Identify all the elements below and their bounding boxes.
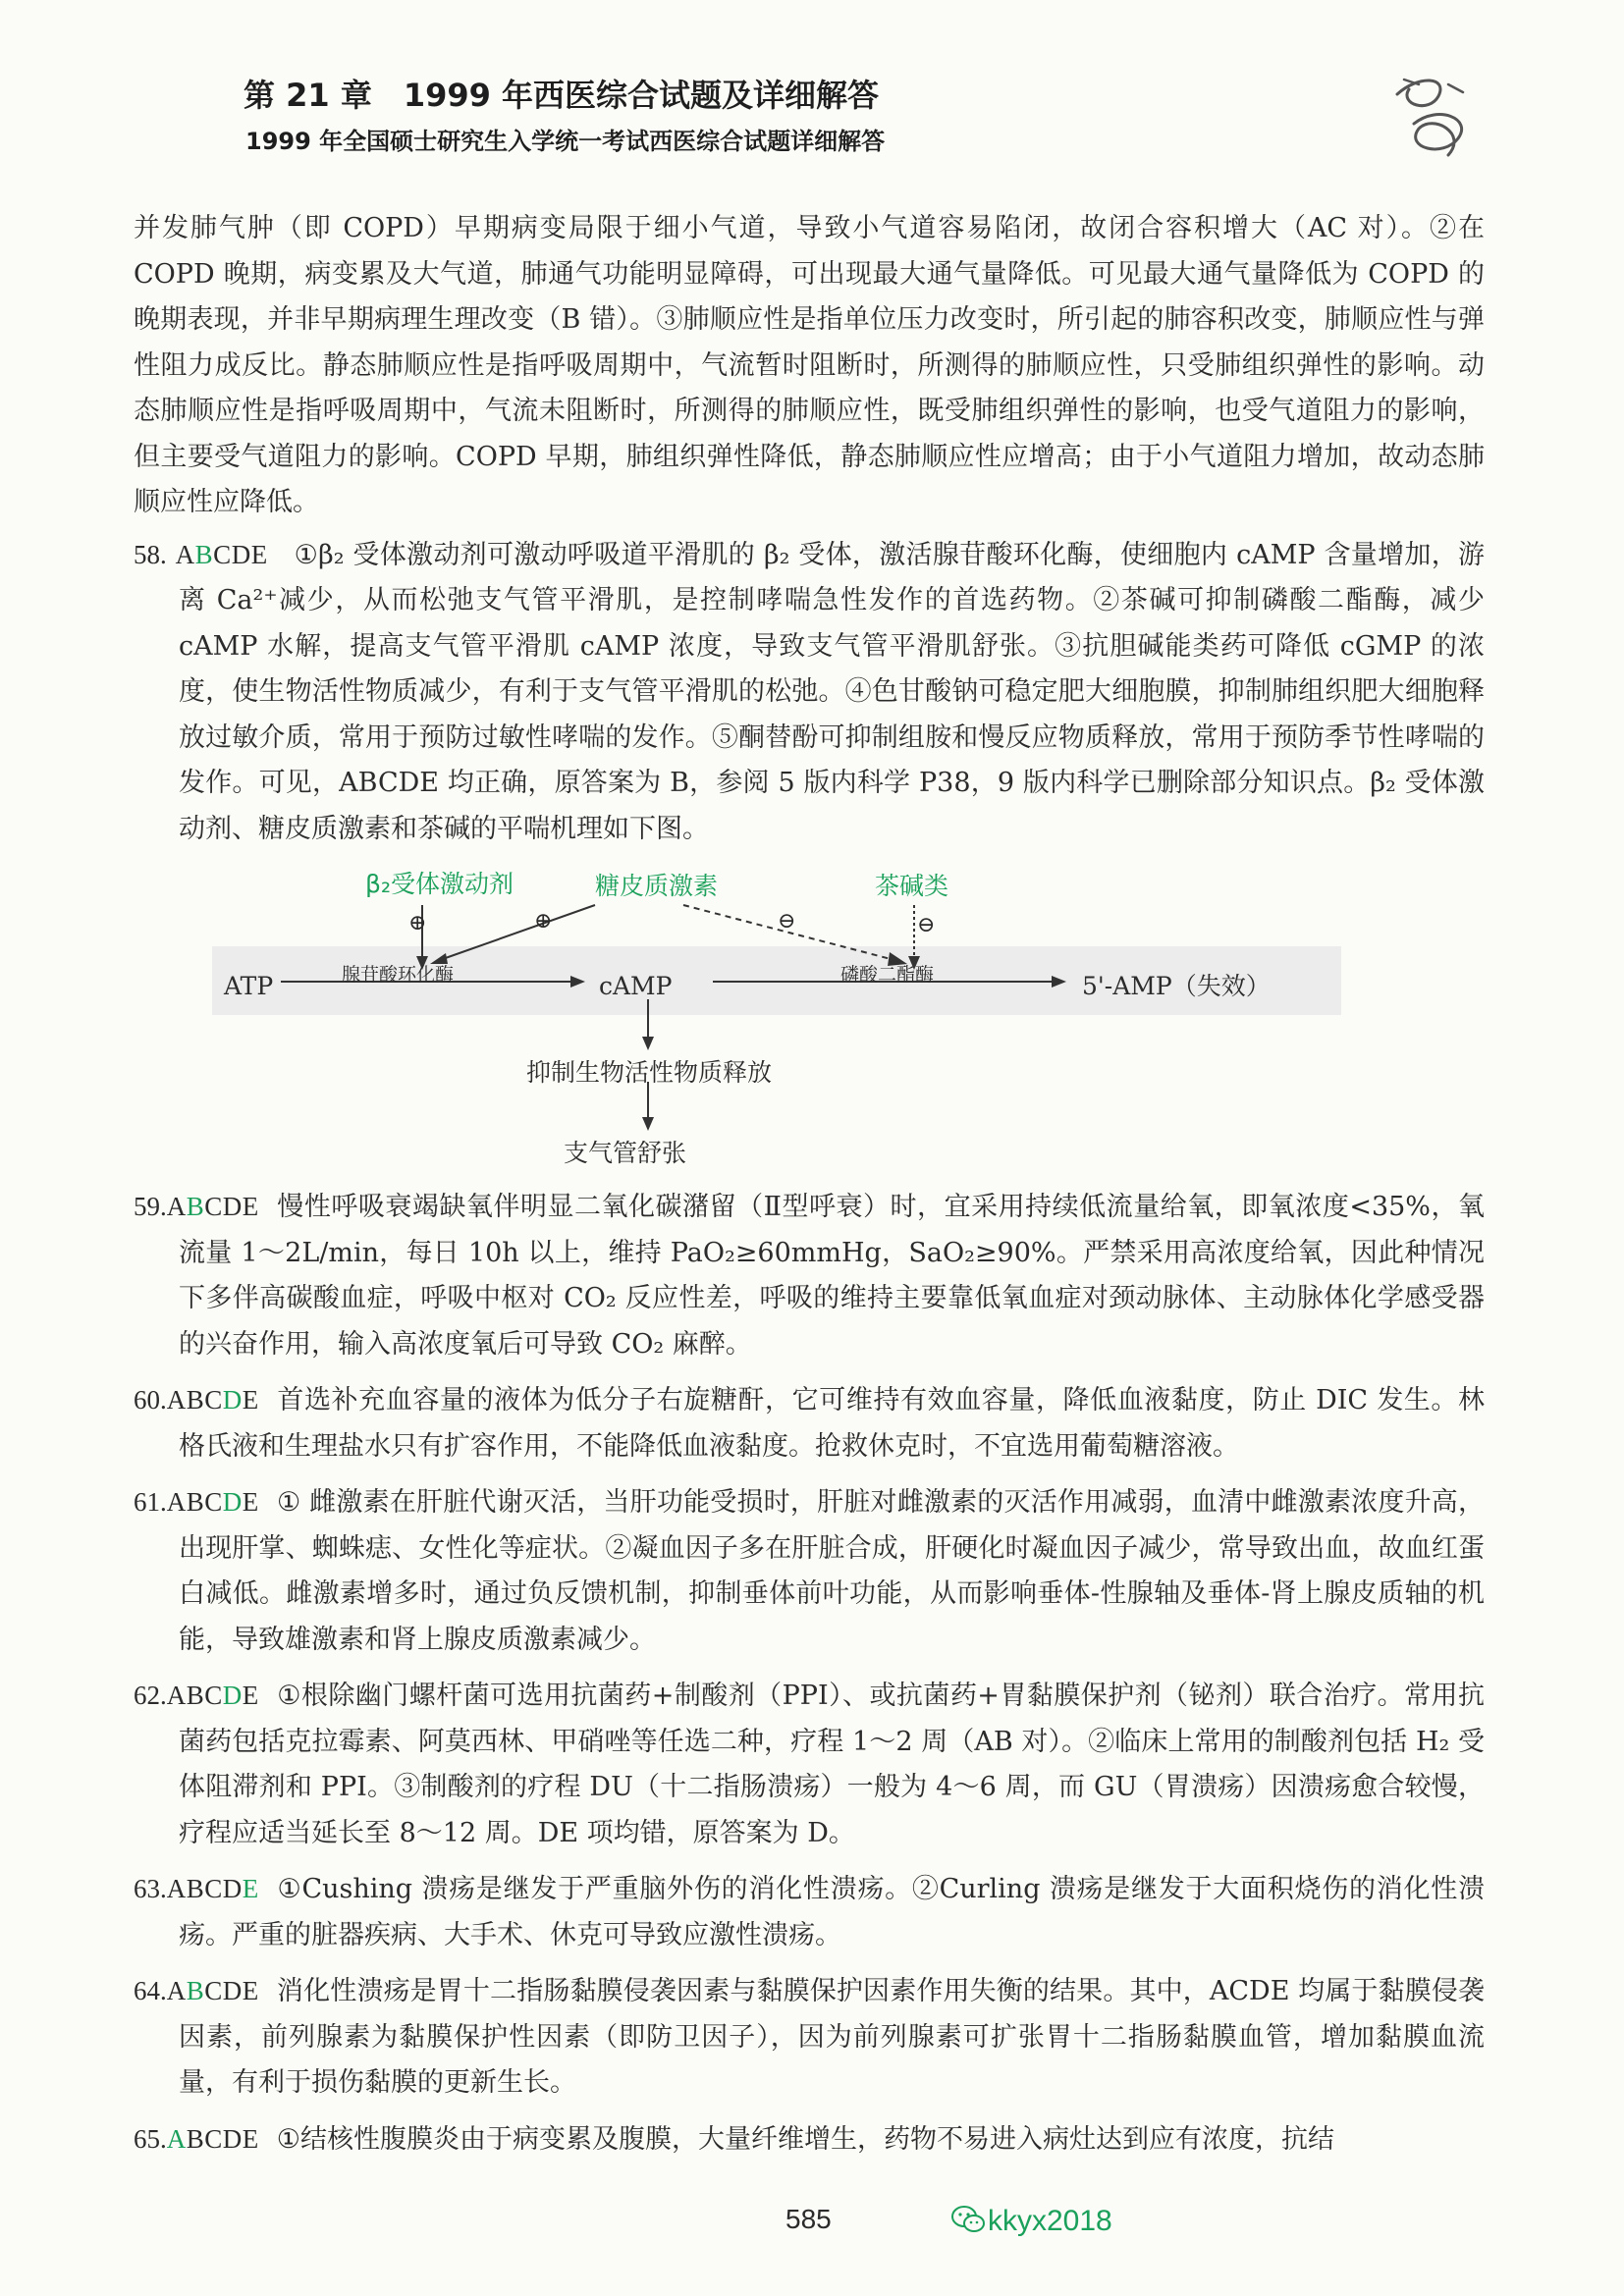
theophylline-label: 茶碱类 <box>875 872 949 900</box>
answer-letters <box>167 1385 259 1415</box>
question-number: 61. <box>134 1487 167 1517</box>
question-number: 63. <box>134 1874 167 1903</box>
answer-letter: C <box>204 1681 223 1710</box>
answer-letter: D <box>222 1487 243 1517</box>
answer-letter: A <box>175 539 195 569</box>
question-number: 65. <box>134 2123 167 2154</box>
page-body <box>134 206 1485 2172</box>
question-item <box>134 1184 1485 1367</box>
phosphodiesterase-label: 磷酸二酯酶 <box>840 964 935 986</box>
answer-explanation: 消化性溃疡是胃十二指肠黏膜侵袭因素与黏膜保护因素作用失衡的结果。其中，ACDE 均属于黏膜侵袭因素，前列腺素为黏膜保护性因素（即防卫因子），因为前列腺素可扩张胃十二指肠黏膜血管，增加黏膜血流量，有利于损伤黏膜的更新生长。 <box>179 1976 1485 2098</box>
question-list <box>134 1184 1485 2163</box>
atp-label: ATP <box>224 972 274 1000</box>
five-amp-label: 5'-AMP（失效） <box>1082 972 1271 1000</box>
glucocorticoid-label: 糖皮质激素 <box>595 872 719 900</box>
question-number: 59. <box>134 1192 167 1221</box>
answer-letter: A <box>166 1976 187 2005</box>
handwritten-scribble-icon <box>1380 65 1488 173</box>
watermark-text: kkyx2018 <box>988 2205 1112 2237</box>
answer-letters <box>176 540 268 569</box>
answer-letter: C <box>204 1192 223 1221</box>
answer-letter: D <box>222 1976 243 2005</box>
answer-letter: E <box>242 1874 259 1903</box>
adenylate-cyclase-label: 腺苷酸环化酶 <box>342 964 455 986</box>
intro-paragraph: 并发肺气肿（即 COPD）早期病变局限于细小气道，导致小气道容易陷闭，故闭合容积增大（AC 对）。②在 COPD 晚期，病变累及大气道，肺通气功能明显障碍，可出现最大通气量降低。可见最大通气量降低为 COPD 的晚期表现，并非早期病理生理改变（B 错）。③肺顺应性是指单位压力改变时，所引起的肺容积改变，肺顺应性与弹性阻力成反比。静态肺顺应性是指呼吸周期中，气流暂时阻断时，所测得的肺顺应性，只受肺组织弹性的影响。动态肺顺应性是指呼吸周期中，气流未阻断时，所测得的肺顺应性，既受肺组织弹性的影响，也受气道阻力的影响，但主要受气道阻力的影响。COPD 早期，肺组织弹性降低，静态肺顺应性应增高；由于小气道阻力增加，故动态肺顺应性应降低。 <box>134 213 1485 517</box>
answer-letter: A <box>166 1385 187 1415</box>
asthma-mechanism-diagram <box>134 862 1485 1166</box>
answer-letter: B <box>194 539 214 569</box>
answer-letter: E <box>242 1487 259 1517</box>
question-number: 60. <box>134 1385 167 1415</box>
answer-letter: B <box>186 1192 205 1221</box>
answer-letter: C <box>204 1487 223 1517</box>
answer-explanation: ①Cushing 溃疡是继发于严重脑外伤的消化性溃疡。②Curling 溃疡是继发于大面积烧伤的消化性溃疡。严重的脏器疾病、大手术、休克可导致应激性溃疡。 <box>179 1874 1485 1950</box>
answer-letter: B <box>186 1681 205 1710</box>
answer-letter: D <box>231 539 251 569</box>
minus-sign-glucocorticoid: ⊖ <box>778 909 796 934</box>
answer-letters <box>167 1487 259 1517</box>
question-item <box>134 1673 1485 1856</box>
answer-letter: A <box>166 2123 187 2154</box>
question-number: 64. <box>134 1976 167 2005</box>
page-number: 585 <box>785 2204 832 2234</box>
answer-letter: D <box>222 2123 243 2154</box>
answer-letter: C <box>204 2123 223 2154</box>
answer-letter: D <box>222 1192 243 1221</box>
answer-letters <box>167 1976 259 2005</box>
minus-sign-theophylline: ⊖ <box>917 913 936 937</box>
answer-letter: A <box>166 1487 187 1517</box>
answer-explanation: 慢性呼吸衰竭缺氧伴明显二氧化碳潴留（Ⅱ型呼衰）时，宜采用持续低流量给氧，即氧浓度<35%，氧流量 1～2L/min，每日 10h 以上，维持 PaO₂≥60mmHg，SaO₂≥90%。严禁采用高浓度给氧，因此种情况下多伴高碳酸血症，呼吸中枢对 CO₂ 反应性差，呼吸的维持主要靠低氧血症对颈动脉体、主动脉体化学感受器的兴奋作用，输入高浓度氧后可导致 CO₂ 麻醉。 <box>179 1192 1485 1360</box>
answer-letter: A <box>166 1192 187 1221</box>
answer-letter: E <box>250 539 268 569</box>
answer-letter: C <box>213 539 232 569</box>
plus-sign-beta2: ⊕ <box>408 911 427 935</box>
answer-letter: D <box>222 1681 243 1710</box>
bronchodilation-label: 支气管舒张 <box>564 1139 687 1167</box>
answer-letter: E <box>242 1385 259 1415</box>
answer-letter: E <box>242 1192 259 1221</box>
plus-sign-glucocorticoid: ⊕ <box>534 909 553 934</box>
wechat-icon <box>950 2205 986 2234</box>
watermark <box>950 2205 1112 2238</box>
answer-letter: C <box>204 1385 223 1415</box>
question-item <box>134 1866 1485 1958</box>
answer-letter: B <box>186 2123 205 2154</box>
answer-letters <box>167 1874 259 1903</box>
answer-letter: C <box>204 1976 223 2005</box>
answer-letter: E <box>242 1976 259 2005</box>
answer-explanation: ① 雌激素在肝脏代谢灭活，当肝功能受损时，肝脏对雌激素的灭活作用减弱，血清中雌激素浓度升高，出现肝掌、蜘蛛痣、女性化等症状。②凝血因子多在肝脏合成，肝硬化时凝血因子减少，常导致出血，故血红蛋白减低。雌激素增多时，通过负反馈机制，抑制垂体前叶功能，从而影响垂体-性腺轴及垂体-肾上腺皮质轴的机能，导致雄激素和肾上腺皮质激素减少。 <box>179 1487 1485 1655</box>
answer-letter: B <box>186 1385 205 1415</box>
question-number: 62. <box>134 1681 167 1710</box>
question-item <box>134 2116 1485 2163</box>
answer-letter: A <box>166 1681 187 1710</box>
answer-explanation: ①结核性腹膜炎由于病变累及腹膜，大量纤维增生，药物不易进入病灶达到应有浓度，抗结 <box>276 2123 1334 2155</box>
inhibit-release-label: 抑制生物活性物质释放 <box>526 1058 773 1087</box>
section-subtitle: 1999 年全国硕士研究生入学统一考试西医综合试题详细解答 <box>245 128 886 155</box>
answer-letter: D <box>222 1874 243 1903</box>
answer-letter: D <box>222 1385 243 1415</box>
answer-letters <box>167 1681 259 1710</box>
chapter-title: 第 21 章 1999 年西医综合试题及详细解答 <box>244 77 880 114</box>
answer-letter: B <box>186 1487 205 1517</box>
answer-explanation: ①根除幽门螺杆菌可选用抗菌药+制酸剂（PPI）、或抗菌药+胃黏膜保护剂（铋剂）联合治疗。常用抗菌药包括克拉霉素、阿莫西林、甲硝唑等任选二种，疗程 1～2 周（AB 对）。②临床上常用的制酸剂包括 H₂ 受体阻滞剂和 PPI。③制酸剂的疗程 DU（十二指肠溃疡）一般为 4～6 周，而 GU（胃溃疡）因溃疡愈合较慢，疗程应适当延长至 8～12 周。DE 项均错，原答案为 D。 <box>179 1681 1485 1848</box>
answer-explanation: ①β₂ 受体激动剂可激动呼吸道平滑肌的 β₂ 受体，激活腺苷酸环化酶，使细胞内 cAMP 含量增加，游离 Ca²⁺减少，从而松弛支气管平滑肌，是控制哮喘急性发作的首选药物。②茶碱可抑制磷酸二酯酶，减少 cAMP 水解，提高支气管平滑肌 cAMP 浓度，导致支气管平滑肌舒张。③抗胆碱能类药可降低 cGMP 的浓度，使生物活性物质减少，有利于支气管平滑肌的松弛。④色甘酸钠可稳定肥大细胞膜，抑制肺组织肥大细胞释放过敏介质，常用于预防过敏性哮喘的发作。⑤酮替酚可抑制组胺和慢反应物质释放，常用于预防季节性哮喘的发作。可见，ABCDE 均正确，原答案为 B，参阅 5 版内科学 P38，9 版内科学已删除部分知识点。β₂ 受体激动剂、糖皮质激素和茶碱的平喘机理如下图。 <box>179 539 1485 844</box>
answer-letter: B <box>186 1976 205 2005</box>
answer-letters <box>167 1192 259 1221</box>
answer-letter: A <box>166 1874 187 1903</box>
answer-letter: E <box>242 2123 259 2154</box>
diagram-arrows <box>134 862 1485 1166</box>
question-item <box>134 1968 1485 2107</box>
answer-letter: C <box>204 1874 223 1903</box>
camp-label: cAMP <box>599 972 673 1000</box>
answer-letter: E <box>242 1681 259 1710</box>
question-58 <box>134 532 1485 853</box>
question-item <box>134 1377 1485 1469</box>
answer-letters <box>167 2124 259 2154</box>
answer-explanation: 首选补充血容量的液体为低分子右旋糖酐，它可维持有效血容量，降低血液黏度，防止 DIC 发生。林格氏液和生理盐水只有扩容作用，不能降低血液黏度。抢救休克时，不宜选用葡萄糖溶液。 <box>179 1385 1485 1462</box>
question-number: 58. <box>134 539 167 569</box>
question-item <box>134 1479 1485 1663</box>
beta2-agonist-label: β₂受体激动剂 <box>365 870 514 898</box>
answer-letter: B <box>186 1874 205 1903</box>
